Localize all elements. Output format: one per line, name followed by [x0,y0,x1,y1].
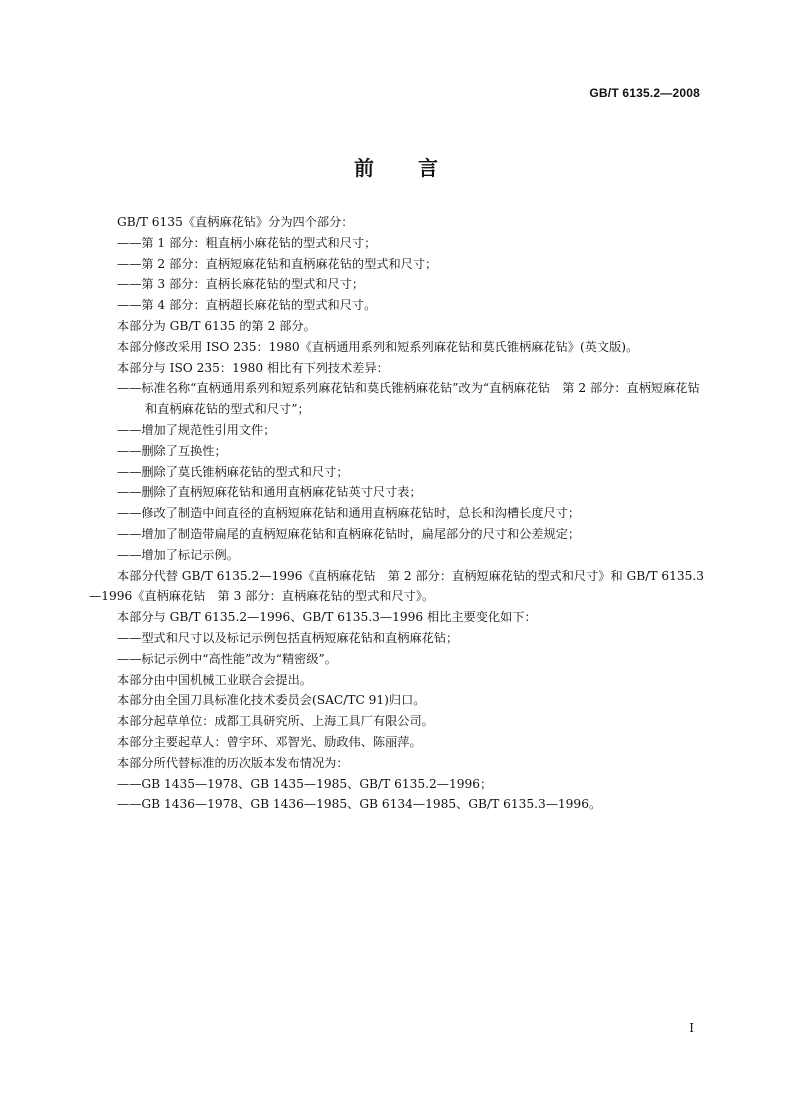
paragraph: 本部分与 ISO 235：1980 相比有下列技术差异： [117,360,389,375]
paragraph: 本部分主要起草人：曾宇环、邓智光、励政伟、陈丽萍。 [117,734,422,749]
list-item: ——第 2 部分：直柄短麻花钻和直柄麻花钻的型式和尺寸； [117,256,438,271]
list-item: ——标准名称“直柄通用系列和短系列麻花钻和莫氏锥柄麻花钻”改为“直柄麻花钻 第 2 部分：直柄短麻花钻和直柄麻花钻的型式和尺寸”； [117,381,700,417]
list-item: ——型式和尺寸以及标记示例包括直柄短麻花钻和直柄麻花钻； [117,630,459,645]
list-item: ——增加了规范性引用文件； [117,422,276,437]
list-item: ——第 1 部分：粗直柄小麻花钻的型式和尺寸； [117,235,377,250]
paragraph: 本部分为 GB/T 6135 的第 2 部分。 [117,318,316,333]
paragraph: GB/T 6135《直柄麻花钻》分为四个部分： [117,215,354,229]
list-item: ——标记示例中“高性能”改为“精密级”。 [117,651,337,666]
page-number: I [689,1021,694,1035]
list-item: ——第 4 部分：直柄超长麻花钻的型式和尺寸。 [117,298,377,313]
list-item: ——修改了制造中间直径的直柄短麻花钻和通用直柄麻花钻时，总长和沟槽长度尺寸； [117,506,581,521]
list-item: ——增加了制造带扁尾的直柄短麻花钻和直柄麻花钻时，扁尾部分的尺寸和公差规定； [117,526,581,541]
paragraph: 本部分所代替标准的历次版本发布情况为： [117,755,349,770]
list-item: ——增加了标记示例。 [117,547,239,562]
list-item: ——删除了直柄短麻花钻和通用直柄麻花钻英寸尺寸表； [117,485,422,500]
paragraph: 本部分与 GB/T 6135.2—1996、GB/T 6135.3—1996 相比主要变化如下： [117,610,537,625]
paragraph: 本部分由中国机械工业联合会提出。 [117,672,312,687]
paragraph: 本部分修改采用 ISO 235：1980《直柄通用系列和短系列麻花钻和莫氏锥柄麻花钻》(英文版)。 [117,339,639,354]
paragraph: 本部分起草单位：成都工具研究所、上海工具厂有限公司。 [117,714,434,729]
list-item: ——删除了莫氏锥柄麻花钻的型式和尺寸； [117,464,349,479]
list-item: ——GB 1436—1978、GB 1436—1985、GB 6134—1985、GB/T 6135.3—1996。 [117,797,602,812]
list-item: ——第 3 部分：直柄长麻花钻的型式和尺寸； [117,277,365,292]
page-title: 前言 [354,156,482,180]
list-item: ——GB 1435—1978、GB 1435—1985、GB/T 6135.2—1996； [117,776,493,791]
paragraph: 本部分由全国刀具标准化技术委员会(SAC/TC 91)归口。 [117,693,426,708]
paragraph: 本部分代替 GB/T 6135.2—1996《直柄麻花钻 第 2 部分：直柄短麻花钻的型式和尺寸》和 GB/T 6135.3—1996《直柄麻花钻 第 3 部分：直柄麻花钻的型式和尺寸》。 [89,568,704,604]
standard-number: GB/T 6135.2—2008 [589,86,700,100]
foreword-body [89,212,705,815]
list-item: ——删除了互换性； [117,443,227,458]
